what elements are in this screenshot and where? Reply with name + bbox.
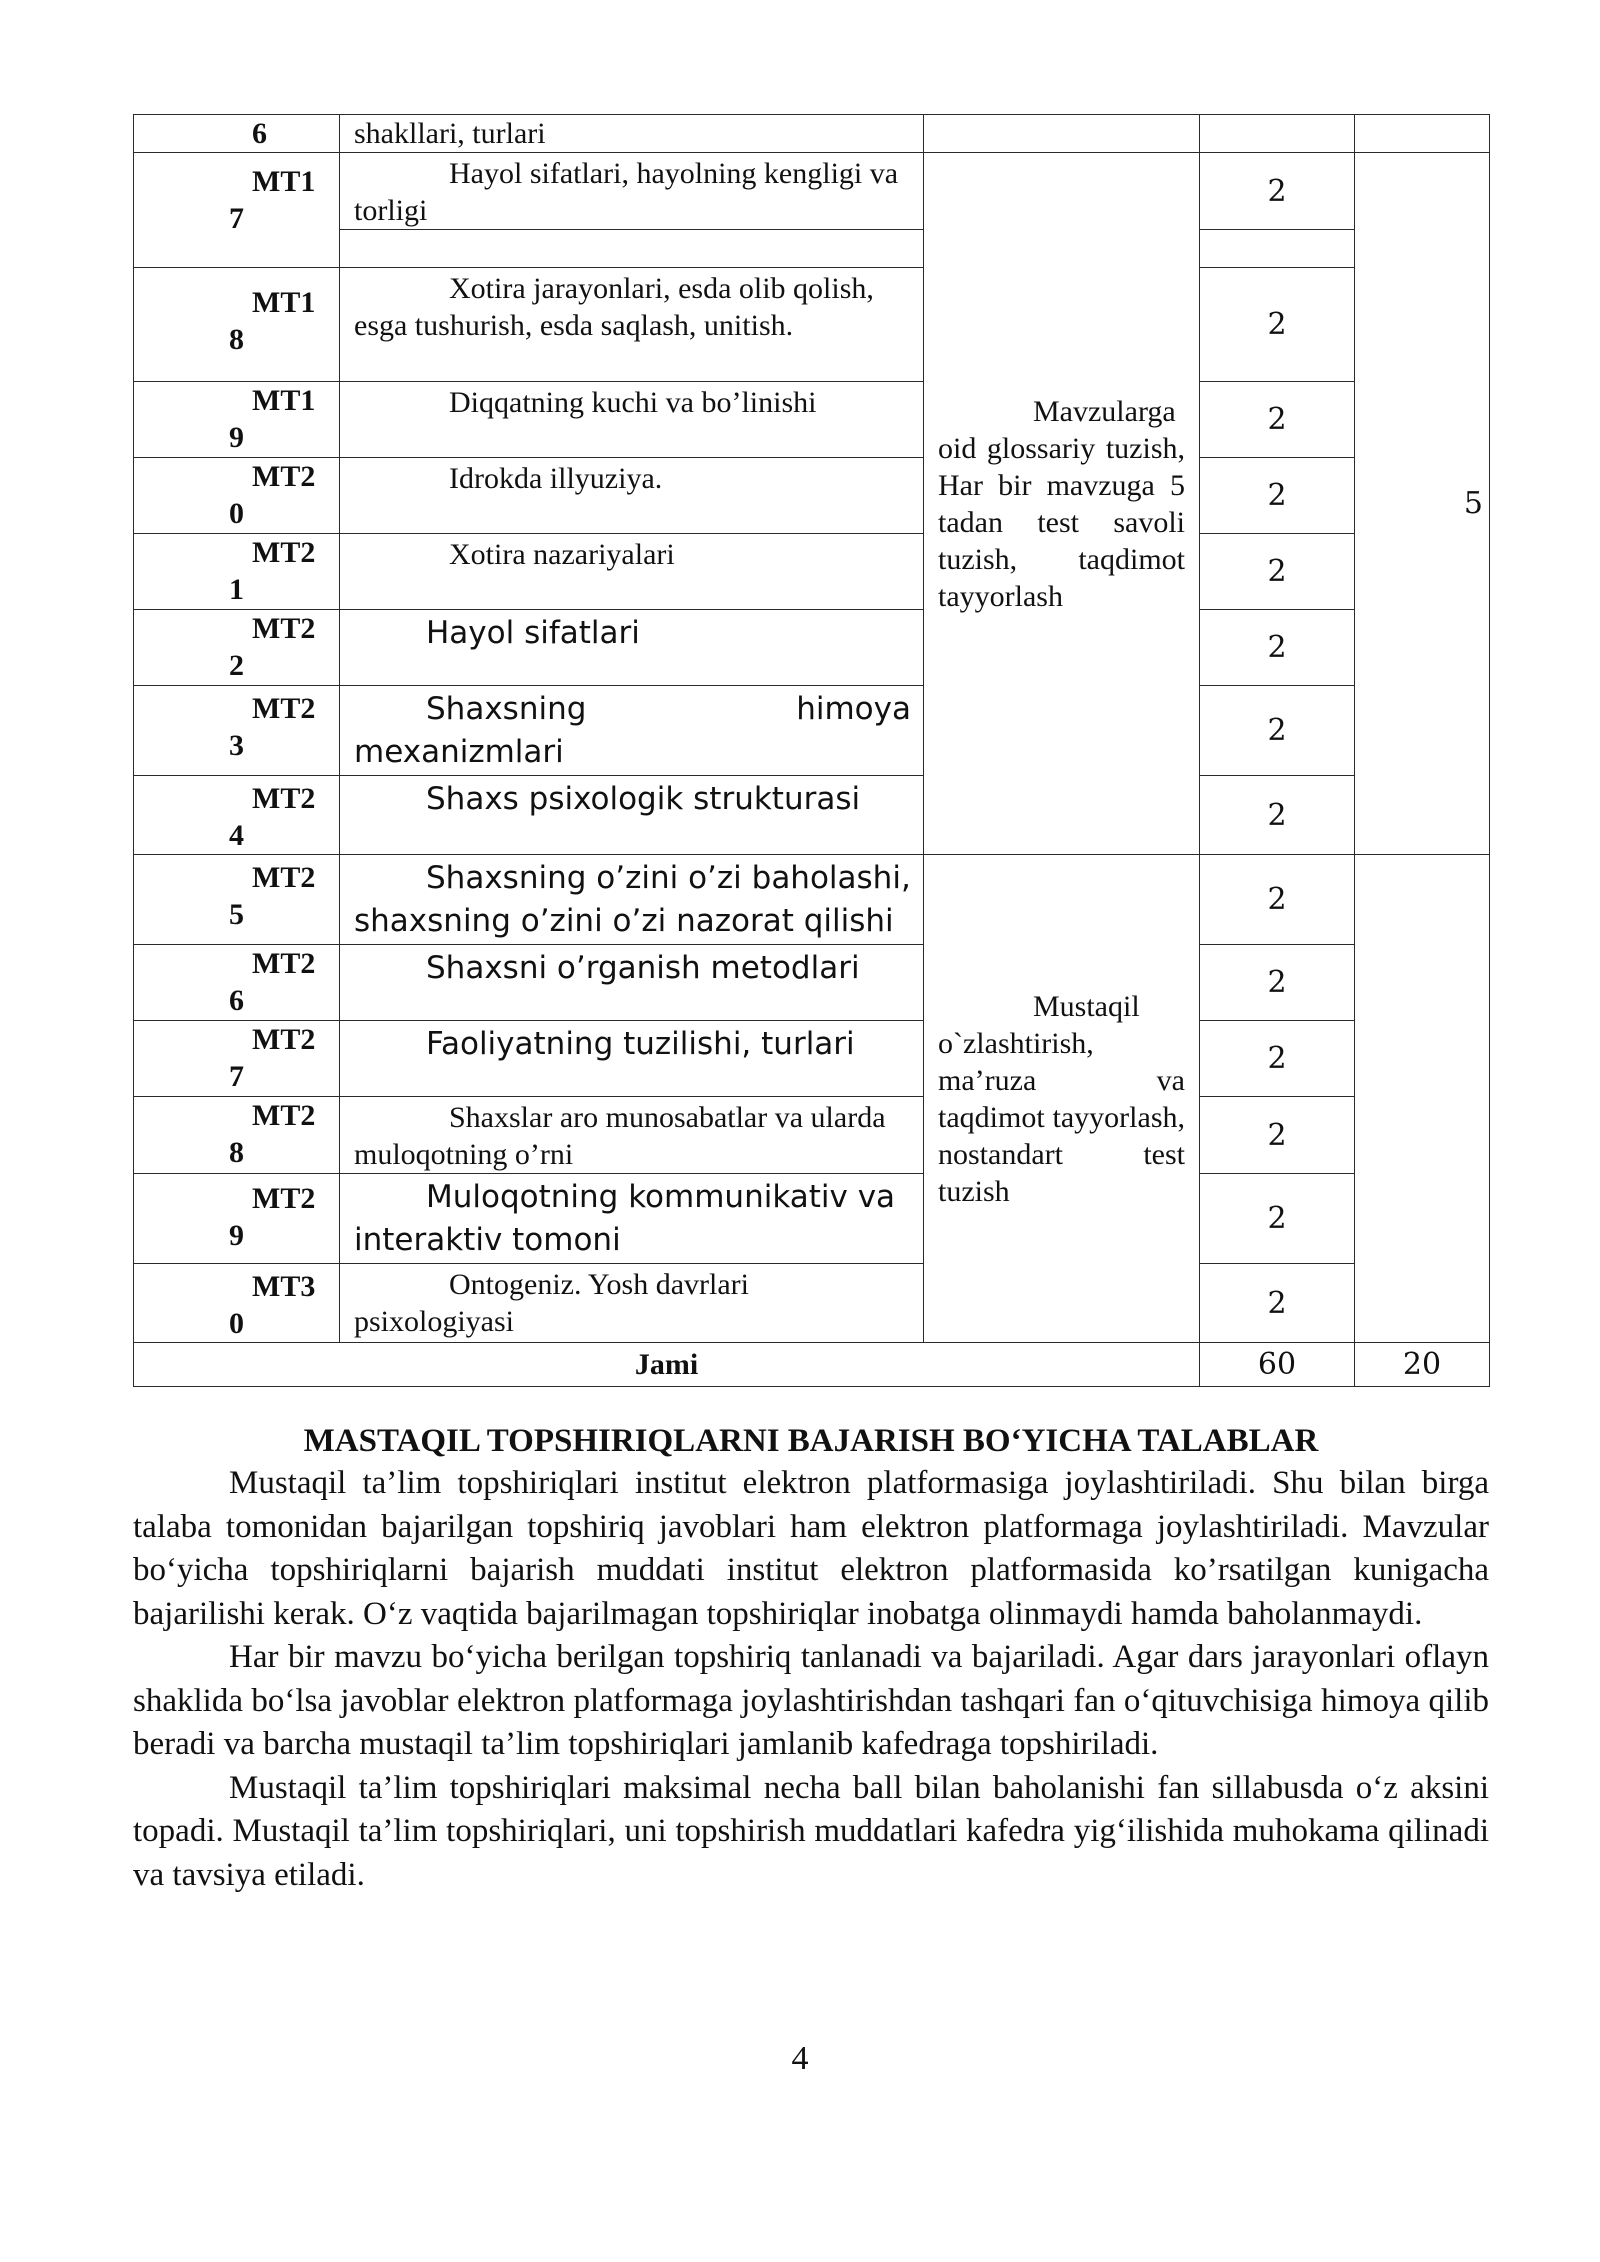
table-row [134, 610, 1490, 686]
table-row [134, 945, 1490, 1021]
topic-code-cell: MT2 5 [134, 855, 340, 945]
topic-code-cell: MT1 8 [134, 268, 340, 382]
total-points: 20 [1355, 1343, 1490, 1387]
topic-code-cell: MT2 0 [134, 458, 340, 534]
table-row [134, 1264, 1490, 1343]
independent-work-table [133, 114, 1490, 1387]
hours-cell: 2 [1200, 534, 1355, 610]
hours-cell: 2 [1200, 153, 1355, 230]
topic-code-cell: 6 [134, 115, 340, 153]
table-row [134, 1021, 1490, 1097]
topic-code-cell: MT2 4 [134, 776, 340, 855]
section-heading: MASTAQIL TOPSHIRIQLARNI BAJARISH BO‘YICHA TALABLAR [303, 1423, 1319, 1459]
table-row [134, 382, 1490, 458]
table-row [134, 776, 1490, 855]
paragraph: Har bir mavzu bo‘yicha berilgan topshiriq tanlanadi va bajariladi. Agar dars jarayonlari oflayn shaklida bo‘lsa javoblar elektron platformaga joylashtirishdan tashqari fan o‘qituvchisiga himoya qilib beradi va barcha mustaqil ta’lim topshiriqlari jamlanib kafedraga topshiriladi. [133, 1639, 1489, 1762]
hours-cell: 2 [1200, 1021, 1355, 1097]
table-row [134, 268, 1490, 382]
topic-cell: Xotira jarayonlari, esda olib qolish, esga tushurish, esda saqlash, unitish. [340, 268, 924, 382]
work-type-cell: Mavzularga oid glossariy tuzish, Har bir mavzuga 5 tadan test savoli tuzish, taqdimot tayyorlash [924, 153, 1200, 855]
topic-cell: Hayol sifatlari [340, 610, 924, 686]
topic-cell-empty [340, 230, 924, 268]
topic-cell: Faoliyatning tuzilishi, turlari [340, 1021, 924, 1097]
table-row [134, 153, 1490, 230]
total-hours: 60 [1200, 1343, 1355, 1387]
table-row [134, 855, 1490, 945]
table-row [134, 115, 1490, 153]
table-row [134, 1174, 1490, 1264]
topic-code-cell: MT2 8 [134, 1097, 340, 1174]
topic-cell: shakllari, turlari [340, 115, 924, 153]
table-row [134, 686, 1490, 776]
hours-cell: 2 [1200, 268, 1355, 382]
paragraph: Mustaqil ta’lim topshiriqlari maksimal necha ball bilan baholanishi fan sillabusda o‘z aksini topadi. Mustaqil ta’lim topshiriqlari, uni topshirish muddatlari kafedra yig‘ilishida muhokama qilinadi va tavsiya etiladi. [133, 1769, 1489, 1893]
hours-cell: 2 [1200, 458, 1355, 534]
topic-code-cell: MT2 3 [134, 686, 340, 776]
hours-cell: 2 [1200, 1264, 1355, 1343]
total-label: Jami [134, 1343, 1200, 1387]
table-row-total [134, 1343, 1490, 1387]
table-row [134, 1097, 1490, 1174]
topic-code-cell: MT1 9 [134, 382, 340, 458]
topic-cell: Shaxsning o’zini o’zi baholashi, shaxsning o’zini o’zi nazorat qilishi [340, 855, 924, 945]
topic-code-cell: MT1 7 [134, 153, 340, 268]
section-body [133, 1462, 1489, 1897]
topic-code-cell: MT2 1 [134, 534, 340, 610]
hours-cell: 2 [1200, 382, 1355, 458]
paragraph: Mustaqil ta’lim topshiriqlari institut elektron platformasiga joylashtiriladi. Shu bilan birga talaba tomonidan bajarilgan topshiriq javoblari ham elektron platformaga joylashtiriladi. Mavzular bo‘yicha topshiriqlarni bajarish muddati institut elektron platformasida ko’rsatilgan kunigacha bajarilishi kerak. O‘z vaqtida bajarilmagan topshiriqlar inobatga olinmaydi hamda baholanmaydi. [133, 1465, 1489, 1632]
topic-cell: Ontogeniz. Yosh davrlari psixologiyasi [340, 1264, 924, 1343]
topic-cell: Shaxs psixologik strukturasi [340, 776, 924, 855]
hours-cell: 2 [1200, 776, 1355, 855]
points-cell-empty [1355, 855, 1490, 1343]
topic-cell: Shaxsning himoya mexanizmlari [340, 686, 924, 776]
work-cell-empty [924, 115, 1200, 153]
page-number: 4 [791, 2040, 809, 2077]
hours-cell: 2 [1200, 686, 1355, 776]
topic-code-cell: MT2 9 [134, 1174, 340, 1264]
topic-cell: Idrokda illyuziya. [340, 458, 924, 534]
topic-cell: Xotira nazariyalari [340, 534, 924, 610]
topic-cell: Diqqatning kuchi va bo’linishi [340, 382, 924, 458]
topic-code-cell: MT2 2 [134, 610, 340, 686]
hours-cell: 2 [1200, 855, 1355, 945]
hours-cell: 2 [1200, 610, 1355, 686]
topic-code-cell: MT2 6 [134, 945, 340, 1021]
topic-code-cell: MT3 0 [134, 1264, 340, 1343]
hours-cell: 2 [1200, 945, 1355, 1021]
hours-cell: 2 [1200, 1174, 1355, 1264]
points-cell-empty [1355, 115, 1490, 153]
hours-cell: 2 [1200, 1097, 1355, 1174]
work-type-cell: Mustaqil o`zlashtirish, ma’ruza va taqdimot tayyorlash, nostandart test tuzish [924, 855, 1200, 1343]
topic-cell: Shaxsni o’rganish metodlari [340, 945, 924, 1021]
topic-cell: Muloqotning kommunikativ va interaktiv tomoni [340, 1174, 924, 1264]
topic-code-cell: MT2 7 [134, 1021, 340, 1097]
hours-cell [1200, 115, 1355, 153]
topic-cell: Hayol sifatlari, hayolning kengligi va torligi [340, 153, 924, 230]
topic-cell: Shaxslar aro munosabatlar va ularda muloqotning o’rni [340, 1097, 924, 1174]
points-cell: 5 [1355, 153, 1490, 855]
table-row [134, 534, 1490, 610]
hours-cell-empty [1200, 230, 1355, 268]
table-row [134, 458, 1490, 534]
